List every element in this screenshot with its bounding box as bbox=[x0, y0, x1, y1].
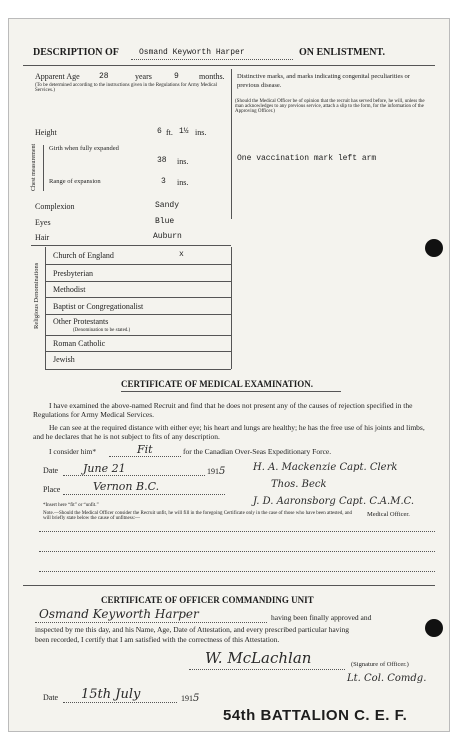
complexion-label: Complexion bbox=[35, 202, 75, 211]
medical-paragraph-2: He can see at the required distance with either eye; his heart and lungs are healthy; he has the free use of his joints and limbs, and he declares that he is not subject to fits of any description. bbox=[33, 423, 425, 441]
girth-label: Girth when fully expanded bbox=[49, 145, 119, 152]
recruit-name: Osmand Keyworth Harper bbox=[139, 48, 245, 57]
religion-label: Methodist bbox=[53, 285, 86, 294]
religion-mark: x bbox=[179, 250, 184, 259]
religion-right-border bbox=[231, 247, 232, 369]
medical-officer-label: Medical Officer. bbox=[367, 511, 410, 518]
medical-date-line bbox=[63, 475, 205, 476]
girth-value: 38 bbox=[157, 156, 167, 165]
chest-measurement-label: Chest measurement bbox=[31, 143, 37, 191]
height-ins-label: ins. bbox=[195, 128, 207, 137]
range-label: Range of expansion bbox=[49, 178, 101, 185]
medical-signature-2: Thos. Beck bbox=[271, 479, 327, 490]
unfit-cause-line-2 bbox=[39, 551, 435, 552]
religion-label: Roman Catholic bbox=[53, 339, 106, 348]
name-line bbox=[131, 59, 293, 60]
physical-bottom-rule bbox=[31, 245, 231, 246]
height-feet-value: 6 bbox=[157, 127, 162, 136]
girth-ins-label: ins. bbox=[177, 157, 189, 166]
commanding-date-line bbox=[63, 702, 177, 703]
place-label: Place bbox=[43, 485, 61, 494]
religion-label: Jewish bbox=[53, 355, 75, 364]
consider-prefix: I consider him* bbox=[49, 447, 97, 456]
religion-rule bbox=[45, 297, 231, 298]
commanding-signature: W. McLachlan bbox=[205, 649, 312, 667]
chest-bracket bbox=[43, 145, 44, 191]
distinctive-marks-note: (Should the Medical Officer be of opinion that the recruit has served before, he will, unless the man acknowledges to any previous service, attach a slip to the form, for the information of the Approving Officer.) bbox=[235, 99, 425, 114]
religion-item bbox=[53, 285, 85, 294]
column-divider bbox=[231, 69, 232, 219]
medical-year-digit: 5 bbox=[219, 466, 226, 477]
protestant-note: (Denomination to be stated.) bbox=[73, 328, 131, 333]
medical-date-value: June 21 bbox=[83, 462, 126, 475]
age-years-value: 28 bbox=[99, 72, 109, 81]
medical-signature-3: J. D. Aaronsborg Capt. C.A.M.C. bbox=[253, 496, 415, 507]
range-value: 3 bbox=[161, 177, 166, 186]
commanding-name-line bbox=[35, 622, 267, 623]
insert-note: *Insert here “fit” or “unfit.” bbox=[43, 503, 99, 508]
commanding-recruit-name: Osmand Keyworth Harper bbox=[39, 607, 199, 621]
medical-title-underline bbox=[121, 391, 341, 392]
hair-value: Auburn bbox=[153, 232, 182, 241]
religion-rule bbox=[45, 351, 231, 352]
religion-item bbox=[53, 317, 108, 326]
commanding-year-prefix: 191 bbox=[181, 694, 193, 703]
religion-item bbox=[53, 302, 143, 311]
unfit-cause-line-3 bbox=[39, 571, 435, 572]
consider-line bbox=[109, 456, 181, 457]
header-rule bbox=[23, 65, 435, 66]
punch-hole-lower bbox=[425, 619, 443, 637]
commanding-rank: Lt. Col. Comdg. bbox=[347, 673, 427, 684]
hair-label: Hair bbox=[35, 233, 50, 242]
height-label: Height bbox=[35, 128, 57, 137]
medical-signature-1: H. A. Mackenzie Capt. Clerk bbox=[253, 462, 398, 473]
religious-denominations-label: Religious Denominations bbox=[33, 262, 40, 329]
commanding-signature-line bbox=[189, 669, 345, 670]
commanding-text-2: inspected by me this day, and his Name, Age, Date of Attestation, and every prescribed particular having bbox=[35, 625, 350, 634]
range-ins-label: ins. bbox=[177, 178, 189, 187]
apparent-age-label: Apparent Age bbox=[35, 72, 80, 81]
religion-label: Presbyterian bbox=[53, 269, 93, 278]
age-note: (To be determined according to the instructions given in the Regulations for Army Medical Services.) bbox=[35, 83, 217, 93]
place-line bbox=[63, 494, 225, 495]
description-label: DESCRIPTION OF bbox=[33, 47, 119, 58]
complexion-value: Sandy bbox=[155, 201, 180, 210]
religion-rule bbox=[45, 335, 231, 336]
commanding-certificate-title: CERTIFICATE OF OFFICER COMMANDING UNIT bbox=[101, 595, 314, 605]
medical-certificate-title: CERTIFICATE OF MEDICAL EXAMINATION. bbox=[121, 379, 314, 389]
battalion-stamp: 54th BATTALION C. E. F. bbox=[223, 707, 408, 724]
age-months-value: 9 bbox=[174, 72, 179, 81]
commanding-text-1: having been finally approved and bbox=[271, 613, 372, 622]
eyes-label: Eyes bbox=[35, 218, 51, 227]
medical-paragraph-1: I have examined the above-named Recruit and find that he does not present any of the causes of rejection specified in the Regulations for Army Medical Services. bbox=[33, 401, 413, 419]
distinctive-marks-heading: Distinctive marks, and marks indicating congenital peculiarities or previous disease. bbox=[237, 73, 410, 89]
religion-rule bbox=[45, 264, 231, 265]
religion-item bbox=[53, 339, 105, 348]
medical-year-prefix: 191 bbox=[207, 467, 219, 476]
commanding-date-year bbox=[181, 693, 199, 704]
place-value: Vernon B.C. bbox=[93, 480, 160, 493]
religion-label: Baptist or Congregationalist bbox=[53, 302, 144, 311]
consider-value: Fit bbox=[137, 443, 153, 456]
religion-item bbox=[53, 269, 93, 278]
commanding-text-3: been recorded, I certify that I am satisfied with the correctness of this Attestation. bbox=[35, 635, 280, 644]
commanding-date-label: Date bbox=[43, 693, 59, 702]
consider-suffix: for the Canadian Over-Seas Expeditionary Force. bbox=[183, 447, 332, 456]
punch-hole-upper bbox=[425, 239, 443, 257]
height-inches-value: 1½ bbox=[179, 127, 189, 136]
years-label: years bbox=[135, 72, 152, 81]
religion-item bbox=[53, 355, 75, 364]
commanding-date-value: 15th July bbox=[81, 687, 141, 702]
signature-officer-label: (Signature of Officer.) bbox=[351, 661, 409, 668]
attestation-form-page bbox=[8, 18, 450, 732]
unfit-cause-line-1 bbox=[39, 531, 435, 532]
religion-rule bbox=[45, 314, 231, 315]
medical-date-label: Date bbox=[43, 466, 59, 475]
height-ft-label: ft. bbox=[166, 128, 173, 137]
religion-item bbox=[53, 251, 114, 260]
commanding-year-digit: 5 bbox=[193, 693, 200, 704]
description-suffix: ON ENLISTMENT. bbox=[299, 47, 385, 58]
medical-bottom-rule bbox=[23, 585, 435, 586]
religion-rule bbox=[45, 281, 231, 282]
distinctive-marks-value: One vaccination mark left arm bbox=[237, 154, 377, 163]
religion-label: Church of England bbox=[53, 251, 114, 260]
eyes-value: Blue bbox=[155, 217, 175, 226]
unfit-note: Note.—Should the Medical Officer consider the Recruit unfit, he will fill in the foregoing Certificate only in the case of those who have been attested, and will briefly state below the cause of unfitness:— bbox=[43, 511, 352, 521]
religion-bottom-rule bbox=[45, 369, 231, 370]
medical-date-year bbox=[207, 466, 225, 477]
religion-label: Other Protestants bbox=[53, 317, 109, 326]
months-label: months. bbox=[199, 72, 225, 81]
